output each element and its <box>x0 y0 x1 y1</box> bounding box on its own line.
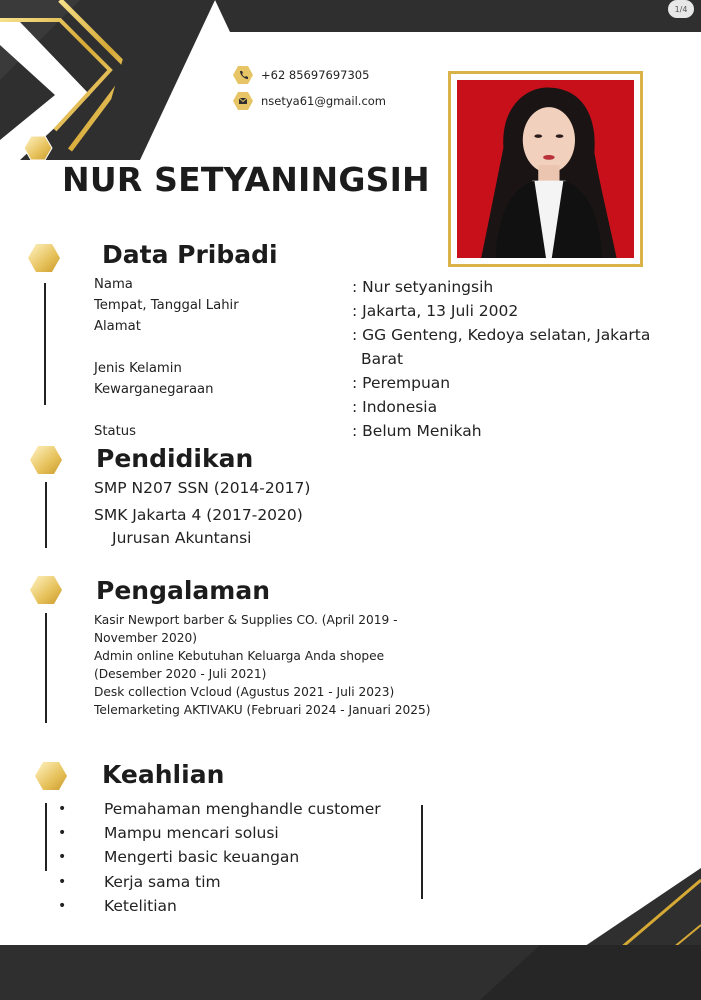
hexagon-icon <box>27 243 61 273</box>
hexagon-icon <box>29 575 63 605</box>
full-name: NUR SETYANINGSIH <box>62 160 430 199</box>
value-kewarganegaraan: : Indonesia <box>352 398 438 416</box>
value-status: : Belum Menikah <box>352 422 482 440</box>
skill-item <box>58 797 381 821</box>
label-jenis-kelamin: Jenis Kelamin <box>94 361 182 376</box>
value-alamat-2: Barat <box>361 350 404 368</box>
section-title-pengalaman: Pengalaman <box>96 576 270 605</box>
label-alamat: Alamat <box>94 319 141 334</box>
email-row <box>233 92 386 110</box>
education-major: Jurusan Akuntansi <box>112 529 252 547</box>
timeline-line <box>45 803 47 871</box>
skill-text: Kerja sama tim <box>104 872 221 891</box>
experience-line: November 2020) <box>94 631 198 645</box>
value-jenis-kelamin: : Perempuan <box>352 374 451 392</box>
phone-number[interactable]: +62 85697697305 <box>261 68 370 82</box>
education-item: SMP N207 SSN (2014-2017) <box>94 479 311 497</box>
experience-list <box>94 611 431 719</box>
value-alamat: : GG Genteng, Kedoya selatan, Jakarta <box>352 326 651 344</box>
experience-line: Admin online Kebutuhan Keluarga Anda shopee <box>94 649 385 663</box>
profile-photo-frame <box>448 71 643 267</box>
profile-photo <box>457 80 634 258</box>
section-title-pendidikan: Pendidikan <box>96 444 254 473</box>
skill-text: Ketelitian <box>104 896 177 915</box>
skill-text: Mengerti basic keuangan <box>104 848 300 867</box>
bullet: • <box>58 897 67 914</box>
skill-text: Mampu mencari solusi <box>104 824 279 843</box>
skill-item <box>58 821 381 845</box>
experience-line: (Desember 2020 - Juli 2021) <box>94 667 267 681</box>
page-indicator: 1/4 <box>668 0 694 18</box>
timeline-line <box>45 613 47 723</box>
skill-item <box>58 894 381 918</box>
email-address[interactable]: nsetya61@gmail.com <box>261 94 387 108</box>
label-status: Status <box>94 424 137 439</box>
experience-line: Desk collection Vcloud (Agustus 2021 - Juli 2023) <box>94 685 395 699</box>
section-title-keahlian: Keahlian <box>102 760 225 789</box>
bullet: • <box>58 801 67 818</box>
skill-text: Pemahaman menghandle customer <box>104 800 381 819</box>
bullet: • <box>58 873 67 890</box>
label-ttl: Tempat, Tanggal Lahir <box>94 298 239 313</box>
bullet: • <box>58 825 67 842</box>
mail-icon <box>233 92 253 110</box>
personal-labels <box>94 274 239 442</box>
bullet: • <box>58 849 67 866</box>
divider-line <box>421 805 423 899</box>
experience-line: Kasir Newport barber & Supplies CO. (April 2019 - <box>94 613 398 627</box>
personal-values <box>352 275 650 443</box>
experience-line: Telemarketing AKTIVAKU (Februari 2024 - Januari 2025) <box>94 703 431 717</box>
skill-item <box>58 845 381 869</box>
skill-item <box>58 870 381 894</box>
hexagon-icon <box>34 761 68 791</box>
phone-row <box>233 66 369 84</box>
skills-list <box>58 797 381 918</box>
value-nama: : Nur setyaningsih <box>352 278 494 296</box>
section-title-data-pribadi: Data Pribadi <box>102 240 278 269</box>
timeline-line <box>44 283 46 405</box>
phone-icon <box>233 66 253 84</box>
timeline-line <box>45 482 47 548</box>
label-nama: Nama <box>94 277 133 292</box>
value-ttl: : Jakarta, 13 Juli 2002 <box>352 302 519 320</box>
hexagon-icon <box>29 445 63 475</box>
education-item: SMK Jakarta 4 (2017-2020) <box>94 506 303 524</box>
label-kewarganegaraan: Kewarganegaraan <box>94 382 214 397</box>
